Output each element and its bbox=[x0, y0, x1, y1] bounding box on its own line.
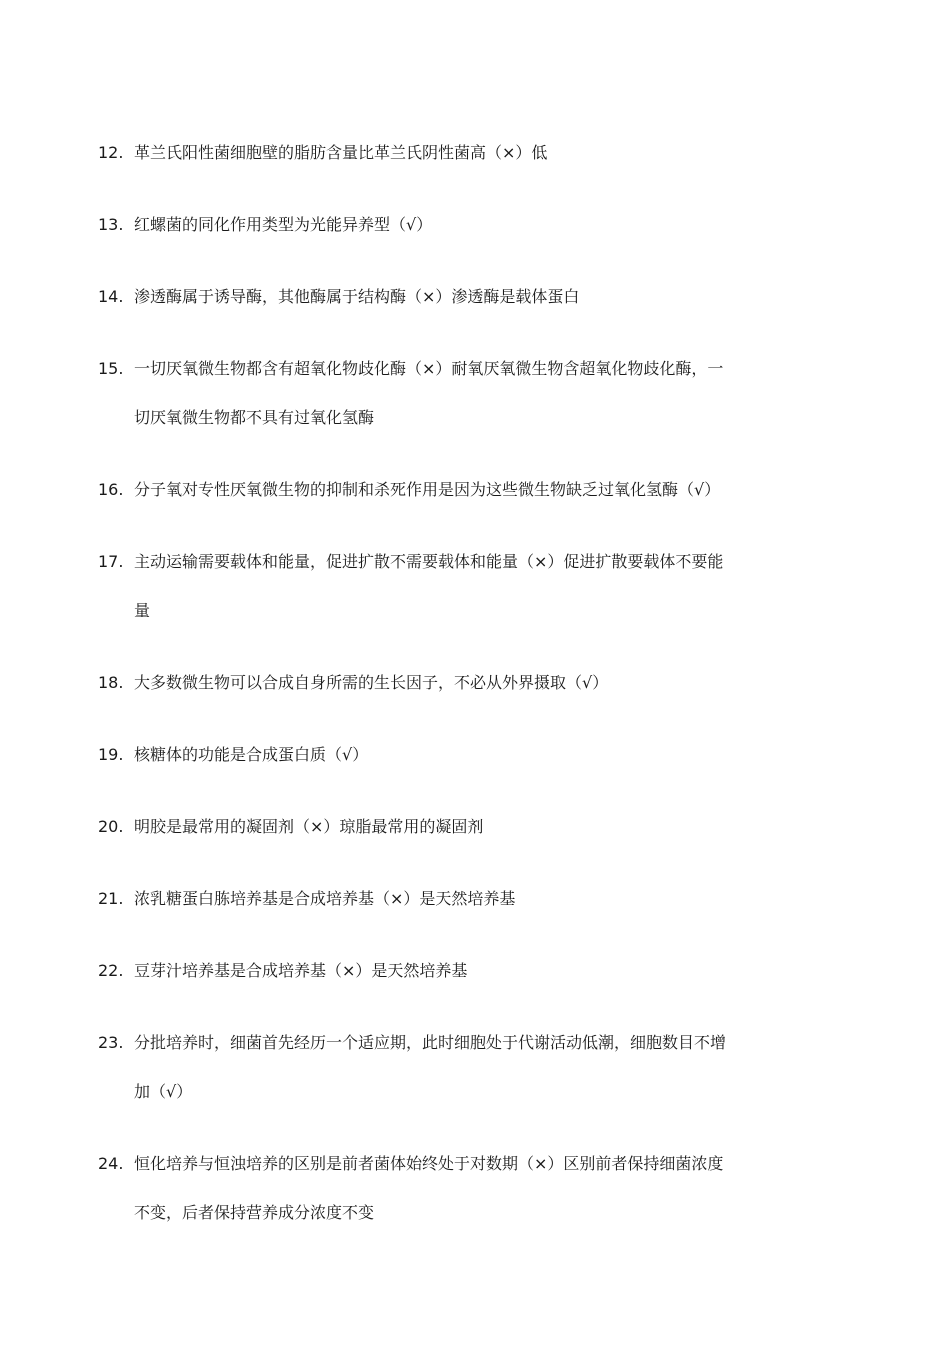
question-number: 15. bbox=[98, 359, 124, 378]
question-item bbox=[98, 802, 818, 851]
question-item bbox=[98, 344, 818, 442]
question-text-line: 明胶是最常用的凝固剂（×）琼脂最常用的凝固剂 bbox=[134, 817, 484, 836]
question-item bbox=[98, 537, 818, 635]
question-text bbox=[134, 344, 818, 442]
question-text-line: 革兰氏阳性菌细胞壁的脂肪含量比革兰氏阴性菌高（×）低 bbox=[134, 143, 548, 162]
question-text-line: 分批培养时，细菌首先经历一个适应期，此时细胞处于代谢活动低潮，细胞数目不增 bbox=[134, 1033, 727, 1052]
question-number: 21. bbox=[98, 889, 124, 908]
question-number: 14. bbox=[98, 287, 124, 306]
question-item bbox=[98, 946, 818, 995]
question-text-line: 量 bbox=[134, 601, 151, 620]
question-text-line: 大多数微生物可以合成自身所需的生长因子，不必从外界摄取（√） bbox=[134, 673, 609, 692]
question-text bbox=[134, 658, 818, 707]
question-text bbox=[134, 1018, 818, 1116]
question-text-line: 渗透酶属于诱导酶，其他酶属于结构酶（×）渗透酶是载体蛋白 bbox=[134, 287, 580, 306]
question-text-line: 恒化培养与恒浊培养的区别是前者菌体始终处于对数期（×）区别前者保持细菌浓度 bbox=[134, 1154, 724, 1173]
question-item bbox=[98, 874, 818, 923]
question-text-line: 一切厌氧微生物都含有超氧化物歧化酶（×）耐氧厌氧微生物含超氧化物歧化酶，一 bbox=[134, 359, 724, 378]
question-text bbox=[134, 874, 818, 923]
question-number: 23. bbox=[98, 1033, 124, 1052]
question-item bbox=[98, 465, 818, 514]
question-text-line: 核糖体的功能是合成蛋白质（√） bbox=[134, 745, 369, 764]
question-number: 24. bbox=[98, 1154, 124, 1173]
question-number: 19. bbox=[98, 745, 124, 764]
question-text bbox=[134, 465, 818, 514]
question-text-line: 不变，后者保持营养成分浓度不变 bbox=[134, 1203, 375, 1222]
question-text bbox=[134, 272, 818, 321]
question-number: 13. bbox=[98, 215, 124, 234]
question-text bbox=[134, 946, 818, 995]
question-item bbox=[98, 128, 818, 177]
question-number: 16. bbox=[98, 480, 124, 499]
question-number: 20. bbox=[98, 817, 124, 836]
question-list bbox=[98, 128, 818, 1260]
question-text bbox=[134, 537, 818, 635]
question-text-line: 豆芽汁培养基是合成培养基（×）是天然培养基 bbox=[134, 961, 468, 980]
question-text-line: 红螺菌的同化作用类型为光能异养型（√） bbox=[134, 215, 433, 234]
question-text bbox=[134, 730, 818, 779]
question-text bbox=[134, 128, 818, 177]
question-item bbox=[98, 1139, 818, 1237]
question-number: 17. bbox=[98, 552, 124, 571]
question-text bbox=[134, 802, 818, 851]
question-text-line: 加（√） bbox=[134, 1082, 193, 1101]
question-number: 12. bbox=[98, 143, 124, 162]
question-text-line: 切厌氧微生物都不具有过氧化氢酶 bbox=[134, 408, 375, 427]
question-text-line: 分子氧对专性厌氧微生物的抑制和杀死作用是因为这些微生物缺乏过氧化氢酶（√） bbox=[134, 480, 721, 499]
question-number: 22. bbox=[98, 961, 124, 980]
question-item bbox=[98, 200, 818, 249]
question-text-line: 浓乳糖蛋白胨培养基是合成培养基（×）是天然培养基 bbox=[134, 889, 516, 908]
question-item bbox=[98, 658, 818, 707]
question-text bbox=[134, 200, 818, 249]
question-item bbox=[98, 272, 818, 321]
question-text-line: 主动运输需要载体和能量，促进扩散不需要载体和能量（×）促进扩散要载体不要能 bbox=[134, 552, 724, 571]
question-item bbox=[98, 730, 818, 779]
question-item bbox=[98, 1018, 818, 1116]
question-number: 18. bbox=[98, 673, 124, 692]
question-text bbox=[134, 1139, 818, 1237]
